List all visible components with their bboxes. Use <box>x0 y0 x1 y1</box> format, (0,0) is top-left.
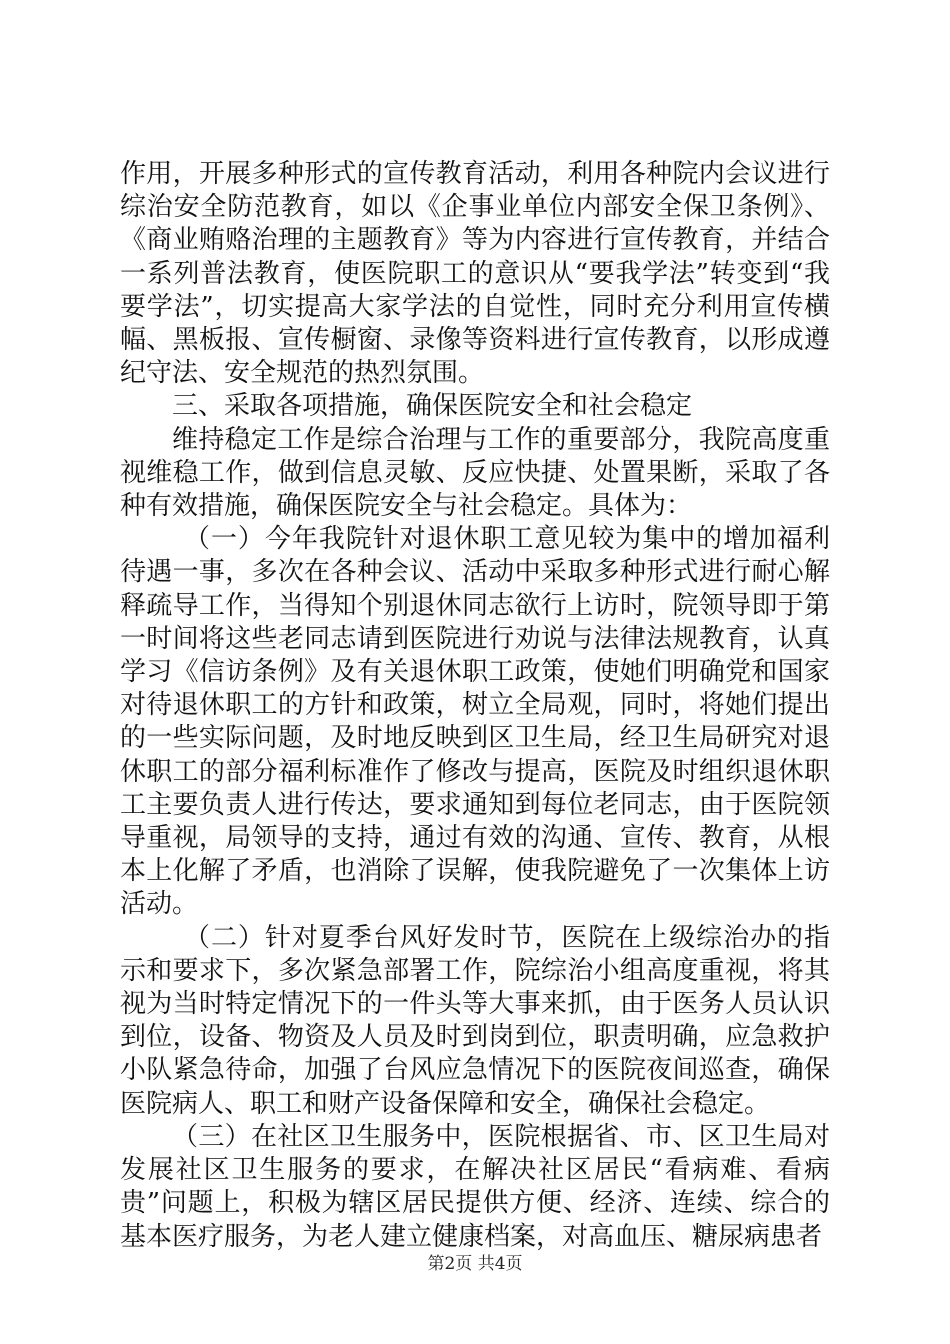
paragraph-item-3: （三）在社区卫生服务中，医院根据省、市、区卫生局对发展社区卫生服务的要求，在解决社区居民“看病难、看病贵”问题上，积极为辖区居民提供方便、经济、连续、综合的基本医疗服务，为老人建立健康档案，对高血压、糖尿病患者 <box>120 1121 830 1252</box>
paragraph-propaganda-education: 作用，开展多种形式的宣传教育活动，利用各种院内会议进行综治安全防范教育，如以《企事业单位内部安全保卫条例》、《商业贿赂治理的主题教育》等为内容进行宣传教育，并结合一系列普法教育，使医院职工的意识从“要我学法”转变到“我要学法”，切实提高大家学法的自觉性，同时充分利用宣传横幅、黑板报、宣传橱窗、录像等资料进行宣传教育，以形成遵纪守法、安全规范的热烈氛围。 <box>120 159 830 389</box>
document-body <box>120 158 830 1254</box>
section-heading-3: 三、采取各项措施，确保医院安全和社会稳定 <box>172 391 693 422</box>
paragraph-stability-intro: 维持稳定工作是综合治理与工作的重要部分，我院高度重视维稳工作，做到信息灵敏、反应快捷、处置果断，采取了各种有效措施，确保医院安全与社会稳定。具体为： <box>120 424 830 522</box>
page-footer: 第2页 共4页 <box>427 1254 523 1274</box>
paragraph-item-1: （一）今年我院针对退休职工意见较为集中的增加福利待遇一事，多次在各种会议、活动中采取多种形式进行耐心解释疏导工作，当得知个别退休同志欲行上访时，院领导即于第一时间将这些老同志请到医院进行劝说与法律法规教育，认真学习《信访条例》及有关退休职工政策，使她们明确党和国家对待退休职工的方针和政策，树立全局观，同时，将她们提出的一些实际问题，及时地反映到区卫生局，经卫生局研究对退休职工的部分福利标准作了修改与提高，医院及时组织退休职工主要负责人进行传达，要求通知到每位老同志，由于医院领导重视，局领导的支持，通过有效的沟通、宣传、教育，从根本上化解了矛盾，也消除了误解，使我院避免了一次集体上访活动。 <box>120 524 830 920</box>
paragraph-item-2: （二）针对夏季台风好发时节，医院在上级综治办的指示和要求下，多次紧急部署工作，院综治小组高度重视，将其视为当时特定情况下的一件头等大事来抓，由于医务人员认识到位，设备、物资及人员及时到岗到位，职责明确，应急救护小队紧急待命，加强了台风应急情况下的医院夜间巡查，确保医院病人、职工和财产设备保障和安全，确保社会稳定。 <box>120 922 830 1119</box>
